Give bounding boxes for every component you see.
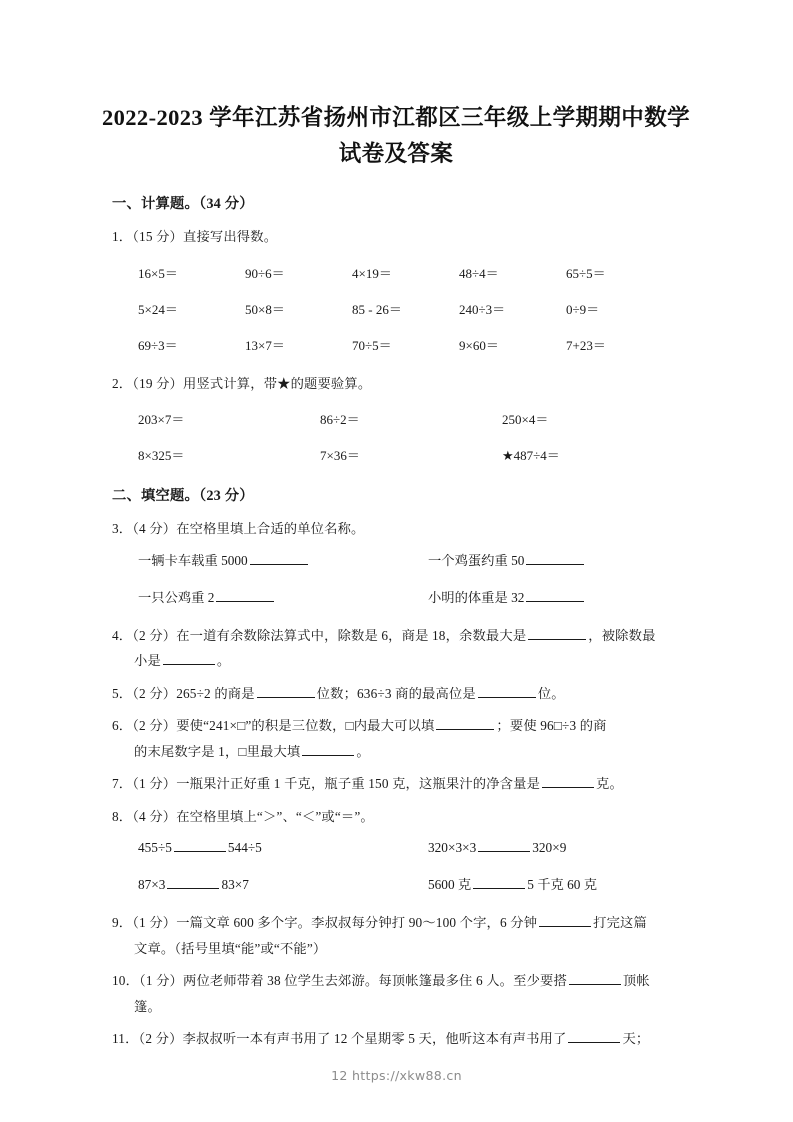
question-10-text-a: 10．（1 分）两位老师带着 38 位学生去郊游。每顶帐篷最多住 6 人。至少要搭 bbox=[112, 973, 567, 988]
question-5-text-a: 5．（2 分）265÷2 的商是 bbox=[112, 685, 255, 701]
expression: 13×7＝ bbox=[245, 337, 285, 353]
answer-blank[interactable] bbox=[436, 716, 494, 730]
expression: 8×325＝ bbox=[138, 448, 185, 463]
compare-left: 87×3 bbox=[138, 877, 166, 892]
answer-blank[interactable] bbox=[568, 1029, 620, 1043]
question-3-prompt: 3．（4 分）在空格里填上合适的单位名称。 bbox=[112, 521, 365, 536]
question-11-text-b: 天； bbox=[622, 1031, 650, 1046]
expression-row bbox=[138, 256, 684, 292]
unit-item bbox=[138, 542, 428, 579]
compare-item bbox=[138, 829, 428, 866]
expression-row bbox=[138, 438, 684, 474]
title-line-2: 试卷及答案 bbox=[338, 141, 454, 166]
compare-row bbox=[112, 866, 684, 903]
unit-item-label: 一个鸡蛋约重 50 bbox=[428, 552, 525, 568]
question-9-text-a: 9．（1 分）一篇文章 600 多个字。李叔叔每分钟打 90～100 个字，6 分钟 bbox=[112, 915, 538, 930]
answer-blank[interactable] bbox=[478, 838, 530, 852]
question-5-text-c: 位。 bbox=[537, 685, 565, 701]
question-6-text-d: 。 bbox=[356, 743, 370, 759]
question-6-line-2 bbox=[112, 739, 684, 765]
question-7-text-b: 克。 bbox=[596, 776, 623, 791]
answer-blank[interactable] bbox=[526, 588, 584, 602]
question-4-text-b: ，被除数最 bbox=[588, 627, 656, 643]
answer-blank[interactable] bbox=[539, 913, 591, 927]
expression: 50×8＝ bbox=[245, 301, 285, 317]
expression: 69÷3＝ bbox=[138, 337, 178, 353]
question-6-text-a: 6．（2 分）要使“241×□”的积是三位数，□内最大可以填 bbox=[112, 718, 435, 733]
unit-pair-row bbox=[112, 542, 684, 579]
answer-blank[interactable] bbox=[257, 684, 315, 698]
expression: 86÷2＝ bbox=[320, 412, 360, 427]
answer-blank[interactable] bbox=[569, 971, 621, 985]
question-4-text-c: 小是 bbox=[134, 653, 161, 668]
expression: 203×7＝ bbox=[138, 412, 185, 427]
question-1-prompt: 1．（15 分）直接写出得数。 bbox=[112, 229, 278, 244]
question-4-line-2 bbox=[112, 648, 684, 674]
expression: 250×4＝ bbox=[502, 412, 549, 427]
question-1-expressions bbox=[112, 256, 684, 364]
question-10-text-b: 顶帐 bbox=[622, 973, 650, 988]
expression: 48÷4＝ bbox=[459, 265, 499, 281]
question-11-text-a: 11．（2 分）李叔叔听一本有声书用了 12 个星期零 5 天，他听这本有声书用了 bbox=[112, 1031, 567, 1046]
unit-item bbox=[428, 579, 586, 616]
compare-row bbox=[112, 829, 684, 866]
compare-right: 83×7 bbox=[221, 877, 249, 892]
expression: ★487÷4＝ bbox=[502, 448, 560, 463]
expression: 7+23＝ bbox=[566, 337, 606, 353]
question-9 bbox=[112, 910, 684, 961]
question-10-line-2: 篷。 bbox=[134, 998, 161, 1014]
compare-item bbox=[138, 866, 428, 903]
question-9-line-2: 文章。（括号里填“能”或“不能”） bbox=[134, 940, 327, 956]
compare-left: 320×3×3 bbox=[428, 840, 477, 855]
question-3-pairs bbox=[112, 542, 684, 616]
expression: 240÷3＝ bbox=[459, 301, 506, 317]
answer-blank[interactable] bbox=[478, 684, 536, 698]
answer-blank[interactable] bbox=[528, 626, 586, 640]
exam-content bbox=[112, 182, 684, 1052]
question-2-expressions bbox=[112, 402, 684, 474]
page-footer: 12 https://xkw88.cn bbox=[331, 1068, 462, 1083]
expression: 70÷5＝ bbox=[352, 337, 392, 353]
question-10 bbox=[112, 968, 684, 1019]
answer-blank[interactable] bbox=[174, 838, 226, 852]
question-6-text-b: ；要使 96□÷3 的商 bbox=[496, 718, 607, 733]
compare-right: 544÷5 bbox=[227, 840, 262, 855]
question-2-prompt: 2．（19 分）用竖式计算，带★的题要验算。 bbox=[112, 375, 372, 391]
expression-row bbox=[138, 328, 684, 364]
compare-left: 455÷5 bbox=[138, 840, 172, 855]
expression-row bbox=[138, 292, 684, 328]
expression: 4×19＝ bbox=[352, 265, 392, 281]
unit-item-label: 一只公鸡重 2 bbox=[138, 589, 215, 605]
title-line-1: 2022-2023 学年江苏省扬州市江都区三年级上学期期中数学 bbox=[101, 105, 691, 130]
unit-pair-row bbox=[112, 579, 684, 616]
question-4 bbox=[112, 623, 684, 674]
question-5-text-b: 位数；636÷3 商的最高位是 bbox=[316, 685, 476, 701]
expression: 90÷6＝ bbox=[245, 265, 285, 281]
page-title bbox=[96, 100, 696, 172]
expression: 7×36＝ bbox=[320, 448, 360, 463]
answer-blank[interactable] bbox=[216, 588, 274, 602]
question-6 bbox=[112, 713, 684, 764]
compare-item bbox=[428, 866, 597, 903]
question-11 bbox=[112, 1026, 684, 1052]
answer-blank[interactable] bbox=[167, 875, 219, 889]
expression: 16×5＝ bbox=[138, 265, 178, 281]
section-heading-2: 二、填空题。（23 分） bbox=[112, 488, 254, 504]
question-4-text-a: 4．（2 分）在一道有余数除法算式中，除数是 6，商是 18，余数最大是 bbox=[112, 627, 527, 643]
expression-row bbox=[138, 402, 684, 438]
answer-blank[interactable] bbox=[302, 742, 354, 756]
answer-blank[interactable] bbox=[526, 551, 584, 565]
question-7-text-a: 7．（1 分）一瓶果汁正好重 1 千克，瓶子重 150 克，这瓶果汁的净含量是 bbox=[112, 776, 541, 791]
compare-right: 320×9 bbox=[532, 840, 567, 855]
answer-blank[interactable] bbox=[542, 774, 594, 788]
section-heading-1: 一、计算题。（34 分） bbox=[112, 196, 254, 212]
unit-item-label: 一辆卡车载重 5000 bbox=[138, 552, 248, 568]
expression: 5×24＝ bbox=[138, 301, 178, 317]
question-5 bbox=[112, 681, 684, 707]
expression: 9×60＝ bbox=[459, 337, 499, 353]
answer-blank[interactable] bbox=[473, 875, 525, 889]
compare-item bbox=[428, 829, 566, 866]
expression: 0÷9＝ bbox=[566, 301, 600, 317]
unit-item bbox=[428, 542, 586, 579]
answer-blank[interactable] bbox=[250, 551, 308, 565]
question-7 bbox=[112, 771, 684, 797]
expression: 65÷5＝ bbox=[566, 265, 606, 281]
compare-right: 5 千克 60 克 bbox=[527, 877, 598, 892]
question-6-text-c: 的末尾数字是 1，□里最大填 bbox=[134, 743, 301, 759]
answer-blank[interactable] bbox=[163, 651, 215, 665]
question-8-prompt: 8．（4 分）在空格里填上“＞”、“＜”或“＝”。 bbox=[112, 808, 374, 824]
question-8-comparisons bbox=[112, 829, 684, 903]
expression: 85 - 26＝ bbox=[352, 301, 402, 317]
question-9-text-b: 打完这篇 bbox=[593, 915, 647, 930]
unit-item bbox=[138, 579, 428, 616]
unit-item-label: 小明的体重是 32 bbox=[428, 589, 525, 605]
question-4-text-d: 。 bbox=[216, 653, 231, 668]
compare-left: 5600 克 bbox=[428, 877, 472, 892]
